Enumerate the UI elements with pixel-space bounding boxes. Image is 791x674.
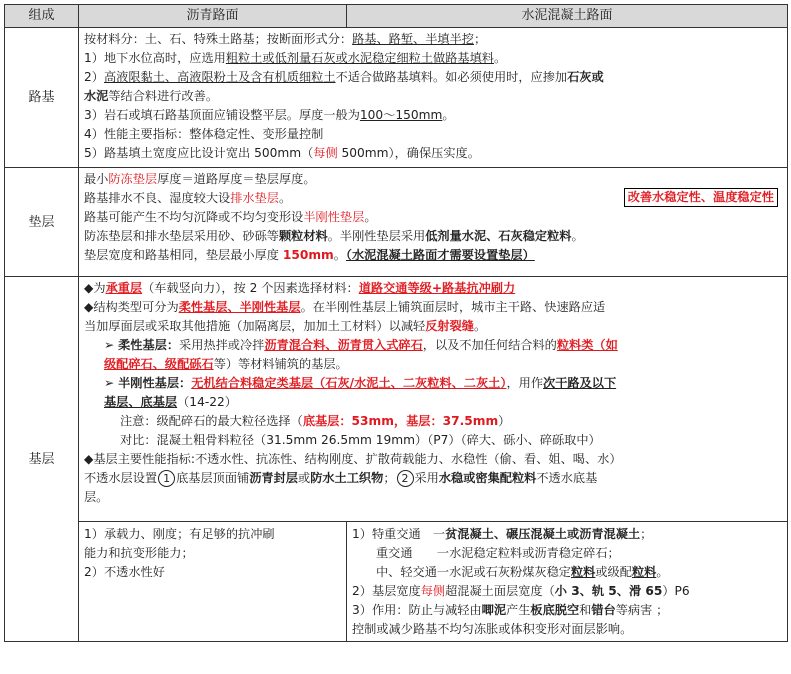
jiceng-concrete-cell (347, 522, 788, 642)
luji-line-3: 2）高液限黏土、高液限粉土及含有机质细粒土不适合做路基填料。如必须使用时，应掺加石灰或 (84, 70, 604, 84)
concrete-line-5: 3）作用：防止与减轻由唧泥产生板底脱空和错台等病害 ； (352, 603, 669, 617)
asphalt-line-2: 能力和抗变形能力； (84, 546, 194, 560)
concrete-line-4: 2）基层宽度每侧超混凝土面层宽度（小 3、轨 5、滑 65）P6 (352, 584, 690, 598)
jiceng-line-5: 级配碎石、级配砾石等）等材料铺筑的基层。 (104, 357, 348, 371)
concrete-line-6: 控制或减少路基不均匀冻胀或体积变形对面层影响。 (352, 622, 633, 636)
dianceng-line-4: 防冻垫层和排水垫层采用砂、砂砾等颗粒材料。半刚性垫层采用低剂量水泥、石灰稳定粒料。 (84, 229, 584, 243)
dianceng-content (79, 168, 788, 277)
stability-callout-box: 改善水稳定性、温度稳定性 (624, 188, 778, 207)
jiceng-line-10: ◆基层主要性能指标:不透水性、抗冻性、结构刚度、扩散荷载能力、水稳性（偷、看、姐、喝、水） (84, 452, 622, 466)
jiceng-line-7: 基层、底基层（14-22） (104, 395, 237, 409)
jiceng-line-9: 对比：混凝土粗骨料粒径（31.5mm 26.5mm 19mm）（P7）（碎大、砾小、碎砾取中） (120, 433, 601, 447)
dianceng-line-1: 最小防冻垫层厚度＝道路厚度＝垫层厚度。 (84, 172, 316, 186)
concrete-line-3: 中、轻交通一水泥或石灰粉煤灰稳定粒料或级配粒料。 (376, 565, 669, 579)
jiceng-line-6: ➢ 半刚性基层：无机结合料稳定类基层（石灰/水泥土、二灰粒料、二灰土），用作次干路及以下 (104, 376, 617, 390)
table-row-dianceng (5, 168, 788, 277)
row-label-jiceng: 基层 (5, 277, 79, 642)
jiceng-line-1: ◆为承重层（车载竖向力），按 2 个因素选择材料：道路交通等级+路基抗冲刷力 (84, 281, 516, 295)
table-header-row (5, 5, 788, 28)
header-composition: 组成 (5, 5, 79, 28)
comparison-table (4, 4, 788, 642)
asphalt-line-3: 2）不透水性好 (84, 565, 165, 579)
jiceng-line-4: ➢ 柔性基层：采用热拌或冷拌沥青混合料、沥青贯入式碎石，以及不加任何结合料的粒料类（如 (104, 338, 618, 352)
luji-line-7: 5）路基填土宽度应比设计宽出 500mm（每侧 500mm），确保压实度。 (84, 146, 480, 160)
jiceng-line-3: 当加厚面层或采取其他措施（加隔离层，加加土工材料）以减轻反射裂缝。 (84, 319, 487, 333)
dianceng-line-5: 垫层宽度和路基相同，垫层最小厚度 150mm。（水泥混凝土路面才需要设置垫层） (84, 248, 535, 262)
concrete-line-2: 重交通 一水泥稳定粒料或沥青稳定碎石； (376, 546, 620, 560)
jiceng-line-11: 不透水层设置 1 底基层顶面铺沥青封层或防水土工织物； 2 采用水稳或密集配粒料不透水底基 (84, 471, 598, 485)
jiceng-line-2: ◆结构类型可分为柔性基层、半刚性基层。在半刚性基层上铺筑面层时，城市主干路、快速路应适 (84, 300, 606, 314)
luji-line-4: 水泥等结合料进行改善。 (84, 89, 219, 103)
luji-line-2: 1）地下水位高时，应选用粗粒土或低剂量石灰或水泥稳定细粒土做路基填料。 (84, 51, 507, 65)
dianceng-line-3: 路基可能产生不均匀沉降或不均匀变形设半刚性垫层。 (84, 210, 377, 224)
luji-line-1: 按材料分：土、石、特殊土路基；按断面形式分：路基、路堑、半填半挖； (84, 32, 487, 46)
luji-line-6: 4）性能主要指标：整体稳定性、变形量控制 (84, 127, 324, 141)
table-row-jiceng (5, 277, 788, 522)
jiceng-line-12: 层。 (84, 490, 109, 504)
jiceng-asphalt-cell (79, 522, 347, 642)
table-row-luji (5, 28, 788, 168)
row-label-luji: 路基 (5, 28, 79, 168)
asphalt-line-1: 1）承载力、刚度；有足够的抗冲刷 (84, 527, 275, 541)
jiceng-content (79, 277, 788, 522)
row-label-dianceng: 垫层 (5, 168, 79, 277)
header-concrete: 水泥混凝土路面 (347, 5, 788, 28)
header-asphalt: 沥青路面 (79, 5, 347, 28)
concrete-line-1: 1）特重交通 一贫混凝土、碾压混凝土或沥青混凝土； (352, 527, 653, 541)
luji-line-5: 3）岩石或填石路基顶面应铺设整平层。厚度一般为100～150mm。 (84, 108, 455, 122)
table-row-jiceng-detail (5, 522, 788, 642)
jiceng-line-8: 注意：级配碎石的最大粒径选择（底基层：53mm，基层：37.5mm） (120, 414, 511, 428)
dianceng-line-2: 路基排水不良、湿度较大设排水垫层。 (84, 191, 292, 205)
luji-content (79, 28, 788, 168)
